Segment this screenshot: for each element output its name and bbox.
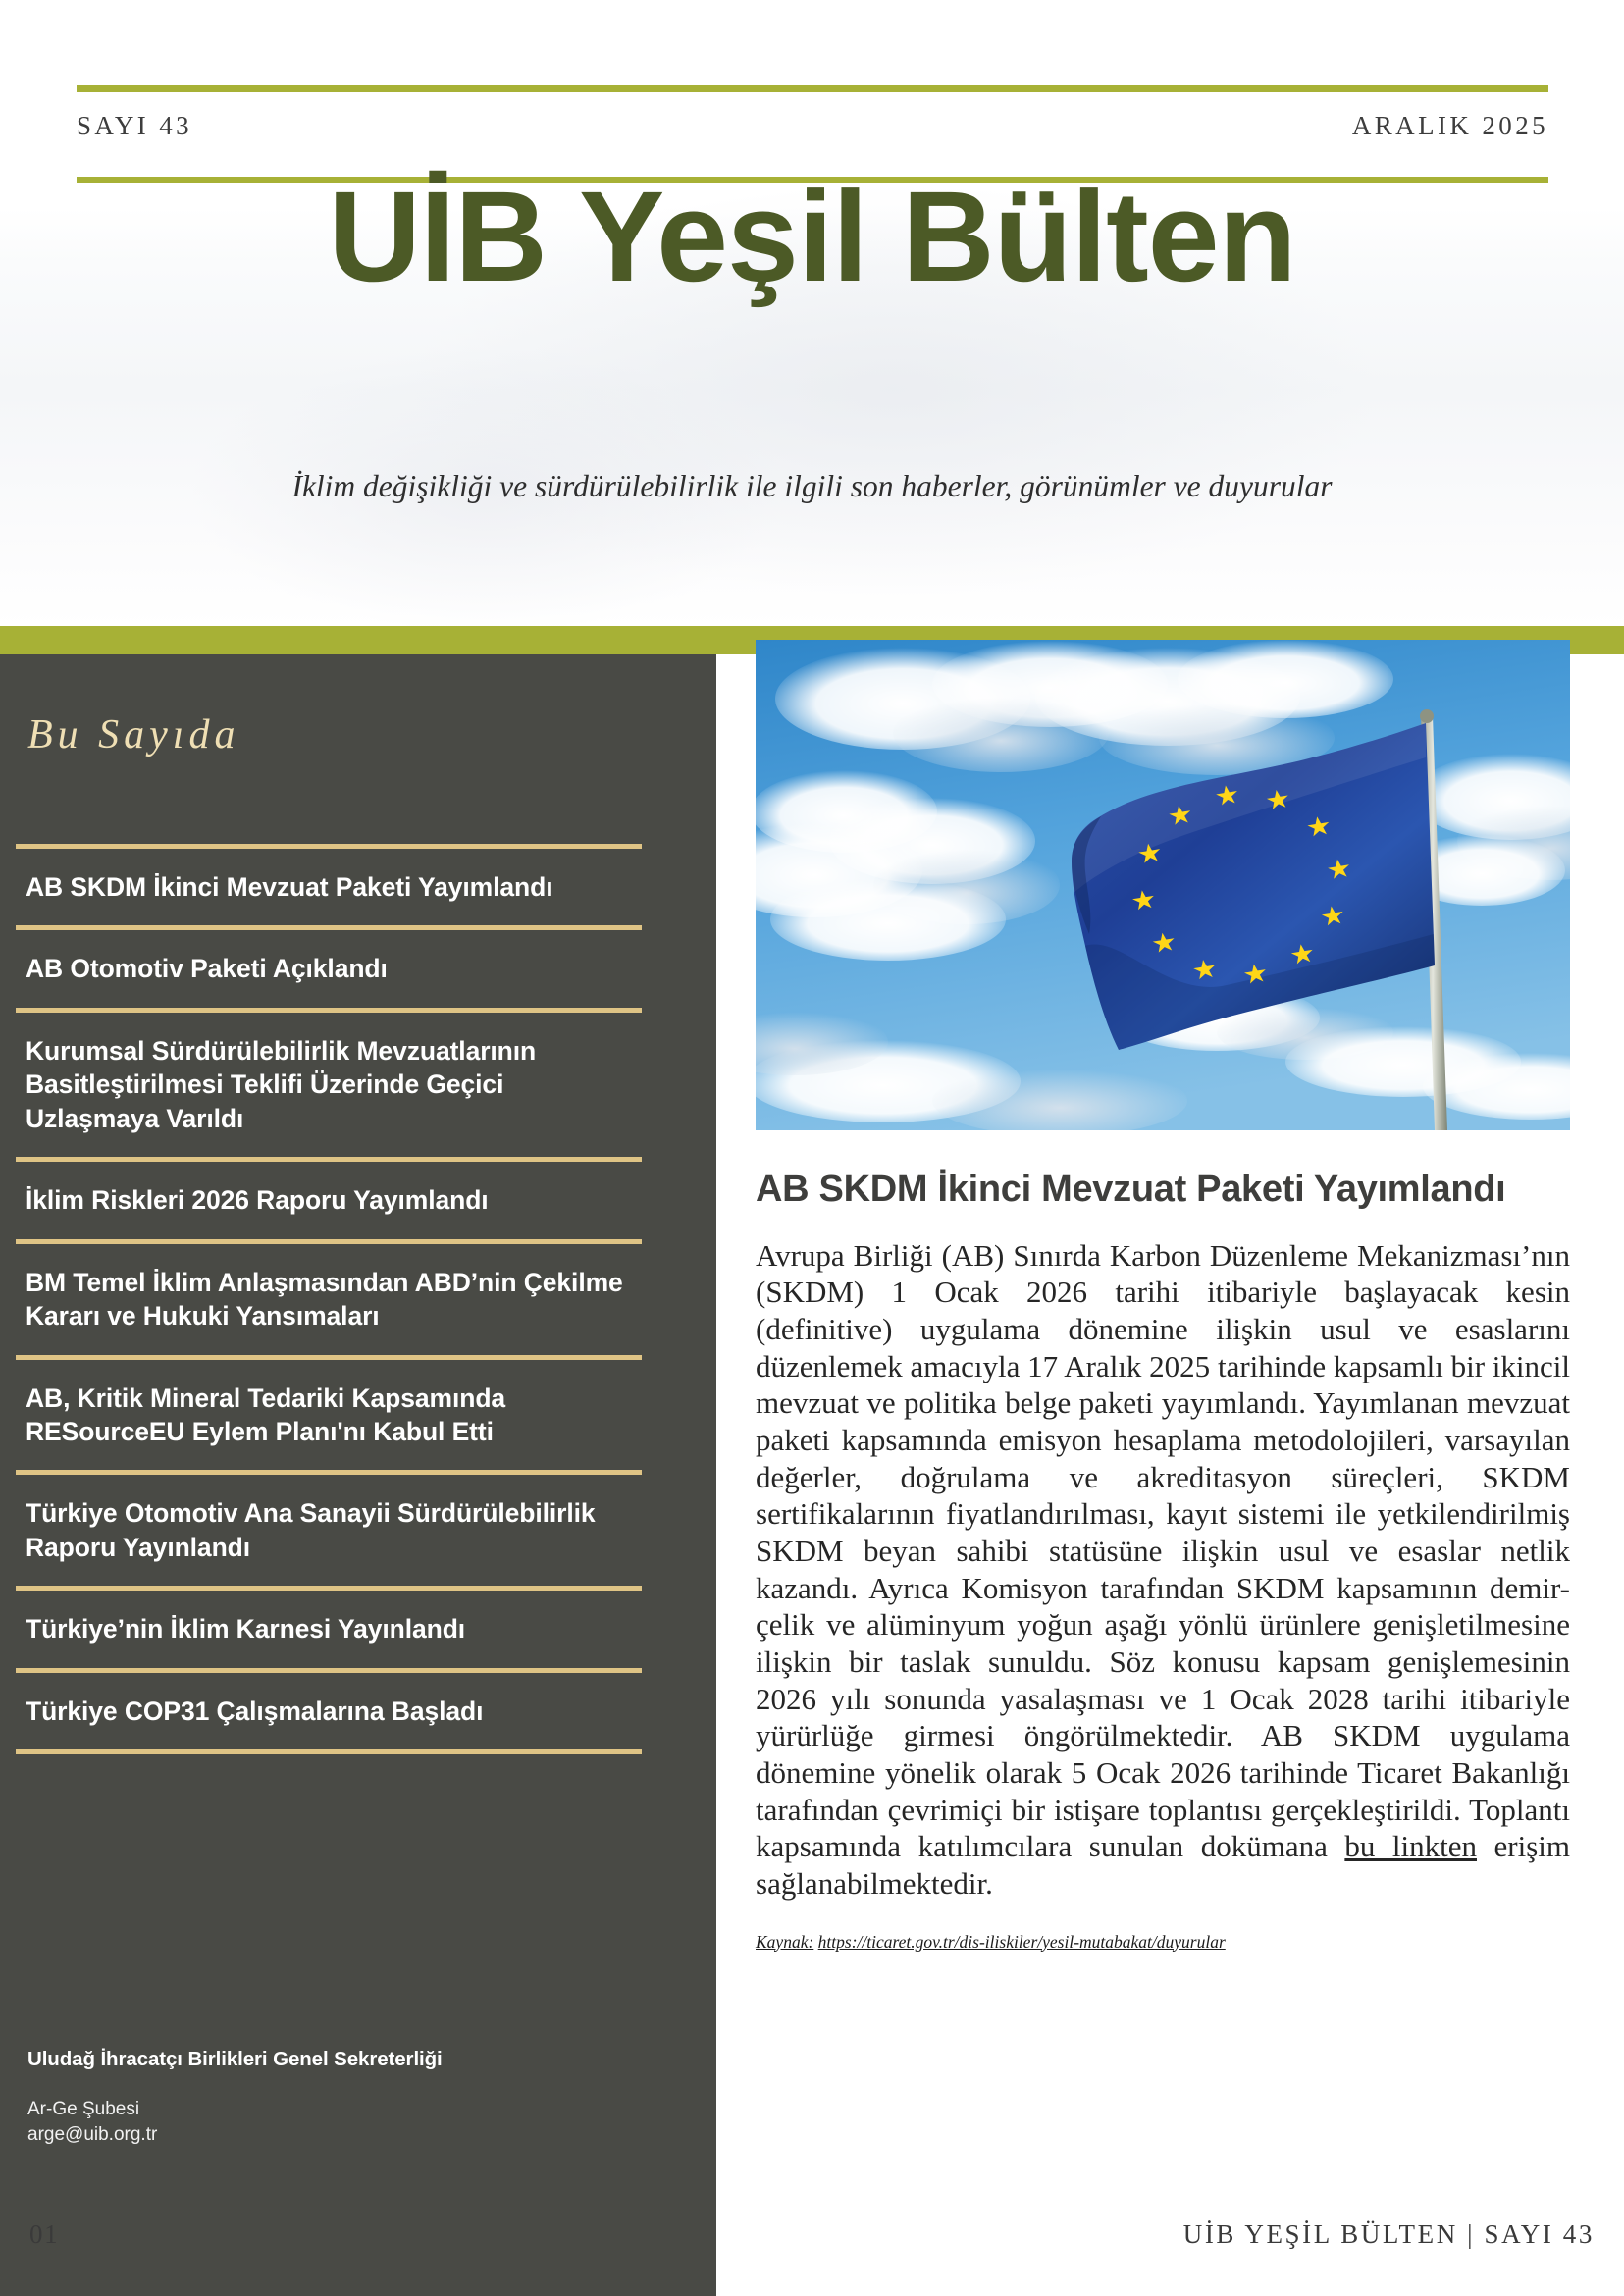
sidebar-contact-block bbox=[27, 2048, 675, 2147]
article-body-text-1: Avrupa Birliği (AB) Sınırda Karbon Düzenleme Mekanizması’nın (SKDM) 1 Ocak 2026 tarihi itibariyle başlayacak kesin (definitive) uygulama dönemine ilişkin usul ve esaslarını düzenlemek amacıyla 17 Aralık 2025 tarihinde kapsamlı bir ikincil mevzuat ve politika belge paketi yayımlandı. Yayımlanan mevzuat paketi kapsamında emisyon hesaplama metodolojileri, varsayılan değerler, doğrulama ve akreditasyon süreçleri, SKDM sertifikalarının fiyatlandırılması, kayıt sistemi ile yetkilendirilmiş SKDM beyan sahibi statüsüne ilişkin usul ve esaslar netlik kazandı. Ayrıca Komisyon tarafından SKDM kapsamının demir-çelik ve alüminyum yoğun aşağı yönlü ürünlere genişletilmesine ilişkin bir taslak sunuldu. Söz konusu kapsam genişlemesinin 2026 yılı sonunda yasalaşması ve 1 Ocak 2028 tarihi itibariyle yürürlüğe girmesi öngörülmektedir. AB SKDM uygulama dönemine yönelik olarak 5 Ocak 2026 tarihinde Ticaret Bakanlığı tarafından çevrimiçi bir istişare toplantısı gerçekleştirildi. Toplantı kapsamında katılımcılara sunulan dokümana bbox=[756, 1237, 1570, 1864]
issue-date: ARALIK 2025 bbox=[1351, 111, 1548, 140]
article-inline-link[interactable]: bu linkten bbox=[1344, 1829, 1477, 1864]
issue-number: SAYI 43 bbox=[77, 111, 193, 140]
sidebar-item-4[interactable]: BM Temel İklim Anlaşmasından ABD’nin Çekilme Kararı ve Hukuki Yansımaları bbox=[26, 1267, 623, 1331]
header-rule-top bbox=[77, 85, 1548, 92]
sidebar-item-2[interactable]: Kurumsal Sürdürülebilirlik Mevzuatlarının Basitleştirilmesi Teklifi Üzerinde Geçici Uzlaşmaya Varıldı bbox=[26, 1035, 537, 1133]
source-url[interactable]: https://ticaret.gov.tr/dis-iliskiler/yesil-mutabakat/duyurular bbox=[817, 1931, 1226, 1952]
sidebar-item-7[interactable]: Türkiye’nin İklim Karnesi Yayınlandı bbox=[26, 1614, 466, 1644]
sidebar-heading: Bu Sayıda bbox=[27, 712, 240, 757]
source-citation bbox=[756, 1932, 1570, 1953]
footer-publication-label: UİB YEŞİL BÜLTEN | SAYI 43 bbox=[1182, 2219, 1595, 2249]
sidebar-item-0[interactable]: AB SKDM İkinci Mevzuat Paketi Yayımlandı bbox=[26, 872, 553, 902]
issue-line bbox=[77, 111, 1548, 141]
sidebar-item-8[interactable]: Türkiye COP31 Çalışmalarına Başladı bbox=[26, 1696, 484, 1726]
table-of-contents bbox=[14, 844, 642, 1754]
article-body-text-2: erişim sağlanabilmektedir. bbox=[756, 1829, 1570, 1901]
sidebar-item-3[interactable]: İklim Riskleri 2026 Raporu Yayımlandı bbox=[26, 1185, 489, 1216]
sidebar bbox=[0, 654, 716, 2296]
main-column bbox=[756, 640, 1570, 1953]
sidebar-item-6[interactable]: Türkiye Otomotiv Ana Sanayii Sürdürülebilirlik Raporu Yayınlandı bbox=[26, 1498, 596, 1562]
organization-name: Uludağ İhracatçı Birlikleri Genel Sekreterliği bbox=[27, 2048, 443, 2070]
article-body bbox=[756, 1237, 1570, 1903]
source-label: Kaynak: bbox=[756, 1931, 814, 1952]
masthead-subtitle: İklim değişikliği ve sürdürülebilirlik ile ilgili son haberler, görünümler ve duyurular bbox=[291, 469, 1333, 503]
sidebar-item-1[interactable]: AB Otomotiv Paketi Açıklandı bbox=[26, 954, 388, 984]
masthead bbox=[0, 0, 1624, 628]
page-number: 01 bbox=[29, 2219, 60, 2249]
department-name: Ar-Ge Şubesi bbox=[27, 2099, 140, 2119]
toc-divider bbox=[16, 1749, 642, 1754]
page-footer bbox=[29, 2219, 1595, 2250]
contact-email[interactable]: arge@uib.org.tr bbox=[27, 2123, 158, 2145]
page-title: UİB Yeşil Bülten bbox=[328, 164, 1296, 308]
article-headline: AB SKDM İkinci Mevzuat Paketi Yayımlandı bbox=[756, 1169, 1506, 1210]
eu-flag-photo bbox=[756, 640, 1570, 1130]
sidebar-item-5[interactable]: AB, Kritik Mineral Tedariki Kapsamında RESourceEU Eylem Planı'nı Kabul Etti bbox=[26, 1383, 506, 1446]
